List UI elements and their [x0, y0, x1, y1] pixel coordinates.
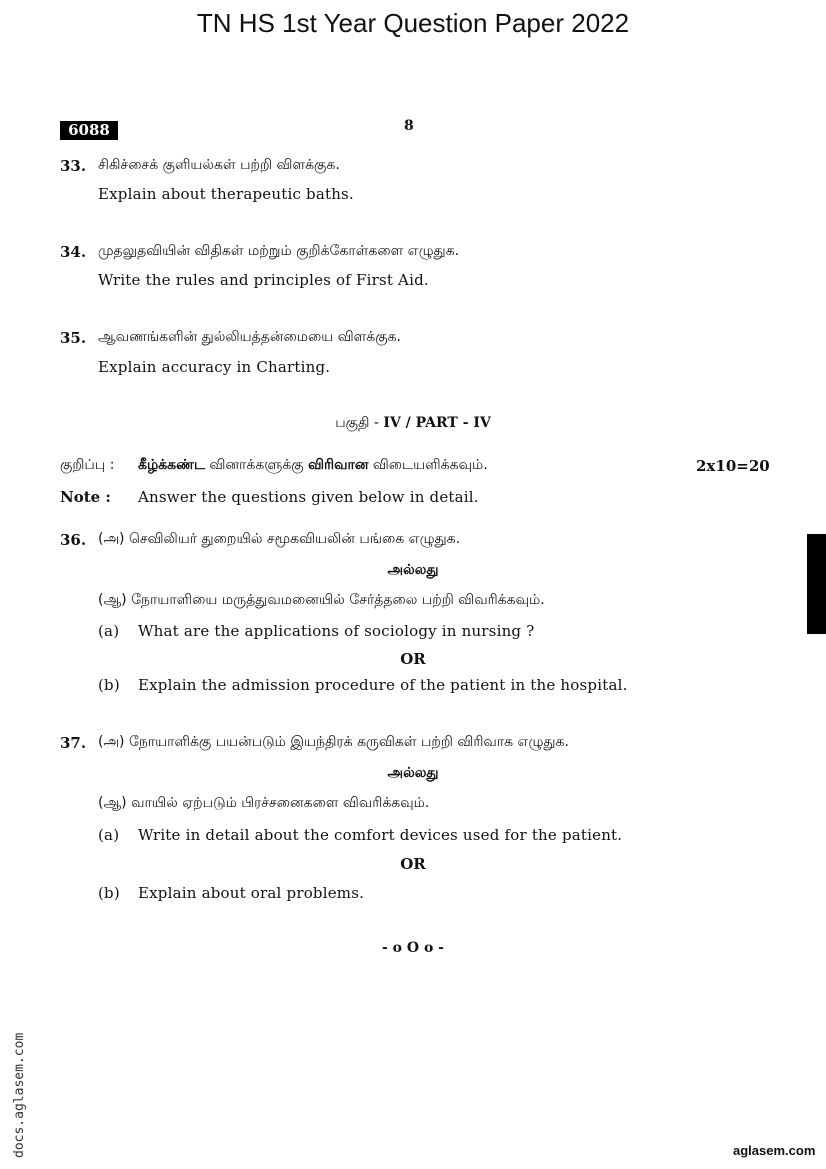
- question-33-tamil: சிகிச்சைக் குளியல்கள் பற்றி விளக்குக.: [98, 157, 340, 173]
- question-37-a-english: Write in detail about the comfort devices used for the patient.: [138, 826, 623, 844]
- option-marker-b-tamil-37: (ஆ): [98, 795, 127, 811]
- option-label-a-36: (a): [98, 622, 120, 640]
- note-tamil-end: விடையளிக்கவும்.: [368, 457, 488, 473]
- note-english: Answer the questions given below in detail.: [138, 488, 479, 506]
- question-35-english: Explain accuracy in Charting.: [98, 358, 331, 376]
- or-tamil-37: அல்லது: [387, 765, 439, 781]
- page-number: 8: [404, 118, 414, 134]
- option-marker-b-tamil: (ஆ): [98, 592, 127, 608]
- watermark: docs.aglasem.com: [12, 1032, 27, 1158]
- note-tamil-mid: வினாக்களுக்கு: [205, 457, 309, 473]
- option-label-a-37: (a): [98, 826, 120, 844]
- or-english-37: OR: [400, 855, 426, 873]
- option-marker-a-tamil: (அ): [98, 531, 125, 547]
- question-36-a-tamil-text: செவிலியர் துறையில் சமூகவியலின் பங்கை எழுதுக.: [128, 531, 461, 547]
- question-36-b-english: Explain the admission procedure of the patient in the hospital.: [138, 676, 628, 694]
- or-english-36: OR: [400, 650, 426, 668]
- question-35-tamil: ஆவணங்களின் துல்லியத்தன்மையை விளக்குக.: [98, 329, 401, 345]
- question-36-a-english: What are the applications of sociology in nursing ?: [138, 622, 535, 640]
- option-label-b-37: (b): [98, 884, 120, 902]
- note-tamil-bold-1: கீழ்க்கண்ட: [138, 457, 206, 473]
- note-tamil-bold-2: விரிவான: [308, 457, 369, 473]
- part-heading: [0, 412, 826, 433]
- question-number-33: 33.: [60, 157, 87, 175]
- question-37-a-tamil-text: நோயாளிக்கு பயன்படும் இயந்திரக் கருவிகள் பற்றி விரிவாக எழுதுக.: [128, 734, 569, 750]
- part-heading-tamil: பகுதி -: [335, 415, 384, 431]
- question-37-b-tamil-text: வாயில் ஏற்படும் பிரச்சனைகளை விவரிக்கவும்.: [131, 795, 430, 811]
- note-label-tamil: குறிப்பு :: [60, 457, 115, 473]
- paper-code-badge: 6088: [60, 121, 118, 140]
- question-37-b-tamil: [98, 795, 429, 813]
- question-number-37: 37.: [60, 734, 87, 752]
- option-marker-a-tamil-37: (அ): [98, 734, 125, 750]
- question-number-34: 34.: [60, 243, 87, 261]
- footer-site-link[interactable]: aglasem.com: [733, 1143, 816, 1158]
- option-label-b-36: (b): [98, 676, 120, 694]
- question-36-b-tamil: [98, 592, 545, 610]
- page-edge-tab: [807, 534, 826, 634]
- question-34-tamil: முதலுதவியின் விதிகள் மற்றும் குறிக்கோள்களை எழுதுக.: [98, 243, 460, 259]
- question-33-english: Explain about therapeutic baths.: [98, 185, 354, 203]
- question-34-english: Write the rules and principles of First Aid.: [98, 271, 429, 289]
- question-number-36: 36.: [60, 531, 87, 549]
- or-tamil-36: அல்லது: [387, 562, 439, 578]
- question-number-35: 35.: [60, 329, 87, 347]
- part-heading-english: IV / PART - IV: [383, 415, 491, 431]
- note-label-english: Note :: [60, 488, 111, 506]
- question-37-a-tamil: [98, 734, 569, 752]
- page-title: TN HS 1st Year Question Paper 2022: [196, 8, 630, 38]
- question-37-b-english: Explain about oral problems.: [138, 884, 365, 902]
- question-36-b-tamil-text: நோயாளியை மருத்துவமனையில் சேர்த்தலை பற்றி விவரிக்கவும்.: [131, 592, 545, 608]
- marks-allocation: 2x10=20: [696, 457, 770, 475]
- note-tamil: [138, 457, 488, 475]
- end-of-paper-mark: - o O o -: [382, 940, 444, 956]
- question-36-a-tamil: [98, 531, 460, 549]
